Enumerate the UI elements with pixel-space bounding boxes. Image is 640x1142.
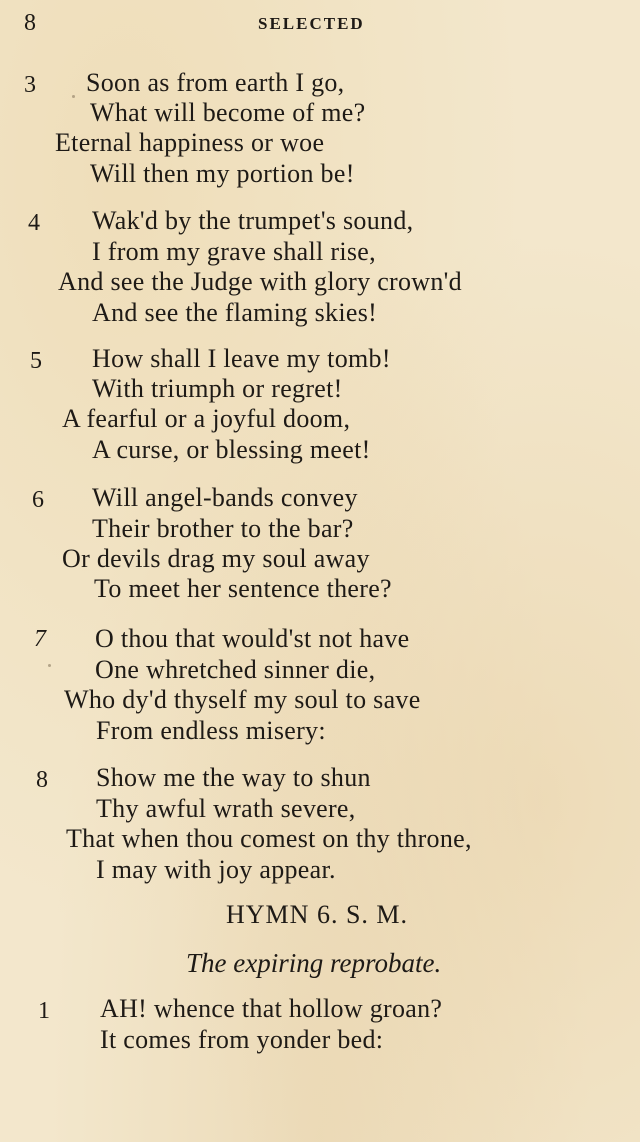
verse-line: Eternal happiness or woe (55, 128, 325, 157)
verse-line: That when thou comest on thy throne, (66, 824, 472, 853)
verse-line: Show me the way to shun (96, 763, 371, 792)
verse-line: Will angel-bands convey (92, 483, 358, 512)
stanza-number: 7 (34, 626, 46, 652)
running-head: SELECTED (258, 14, 365, 33)
stanza-number: 6 (32, 487, 44, 513)
verse-line: What will become of me? (90, 98, 366, 127)
verse-line: Or devils drag my soul away (62, 544, 370, 573)
stanza-number: 4 (28, 210, 40, 236)
verse-line: And see the flaming skies! (92, 298, 378, 327)
verse-line: Who dy'd thyself my soul to save (64, 685, 421, 714)
page-number: 8 (24, 10, 36, 36)
stanza-number: 3 (24, 72, 36, 98)
verse-line: I may with joy appear. (96, 855, 336, 884)
verse-line: Soon as from earth I go, (86, 68, 345, 97)
verse-line: AH! whence that hollow groan? (100, 994, 443, 1023)
hymn-title: HYMN 6. S. M. (226, 900, 409, 929)
verse-line: It comes from yonder bed: (100, 1025, 384, 1054)
verse-line: To meet her sentence there? (94, 574, 392, 603)
stanza-number: 8 (36, 767, 48, 793)
stanza-number: 5 (30, 348, 42, 374)
verse-line: Wak'd by the trumpet's sound, (92, 206, 414, 235)
verse-line: A curse, or blessing meet! (92, 435, 371, 464)
verse-line: How shall I leave my tomb! (92, 344, 391, 373)
verse-line: And see the Judge with glory crown'd (58, 267, 462, 296)
hymn-subtitle: The expiring reprobate. (186, 948, 442, 978)
verse-line: With triumph or regret! (92, 374, 343, 403)
verse-line: A fearful or a joyful doom, (62, 404, 351, 433)
verse-line: Their brother to the bar? (92, 514, 354, 543)
stanza-number: 1 (38, 998, 50, 1024)
verse-line: Will then my portion be! (90, 159, 355, 188)
verse-line: O thou that would'st not have (95, 624, 410, 653)
ink-speck (48, 664, 51, 667)
ink-speck (72, 95, 75, 98)
verse-line: I from my grave shall rise, (92, 237, 376, 266)
verse-line: From endless misery: (96, 716, 326, 745)
verse-line: One whretched sinner die, (95, 655, 376, 684)
verse-line: Thy awful wrath severe, (96, 794, 356, 823)
